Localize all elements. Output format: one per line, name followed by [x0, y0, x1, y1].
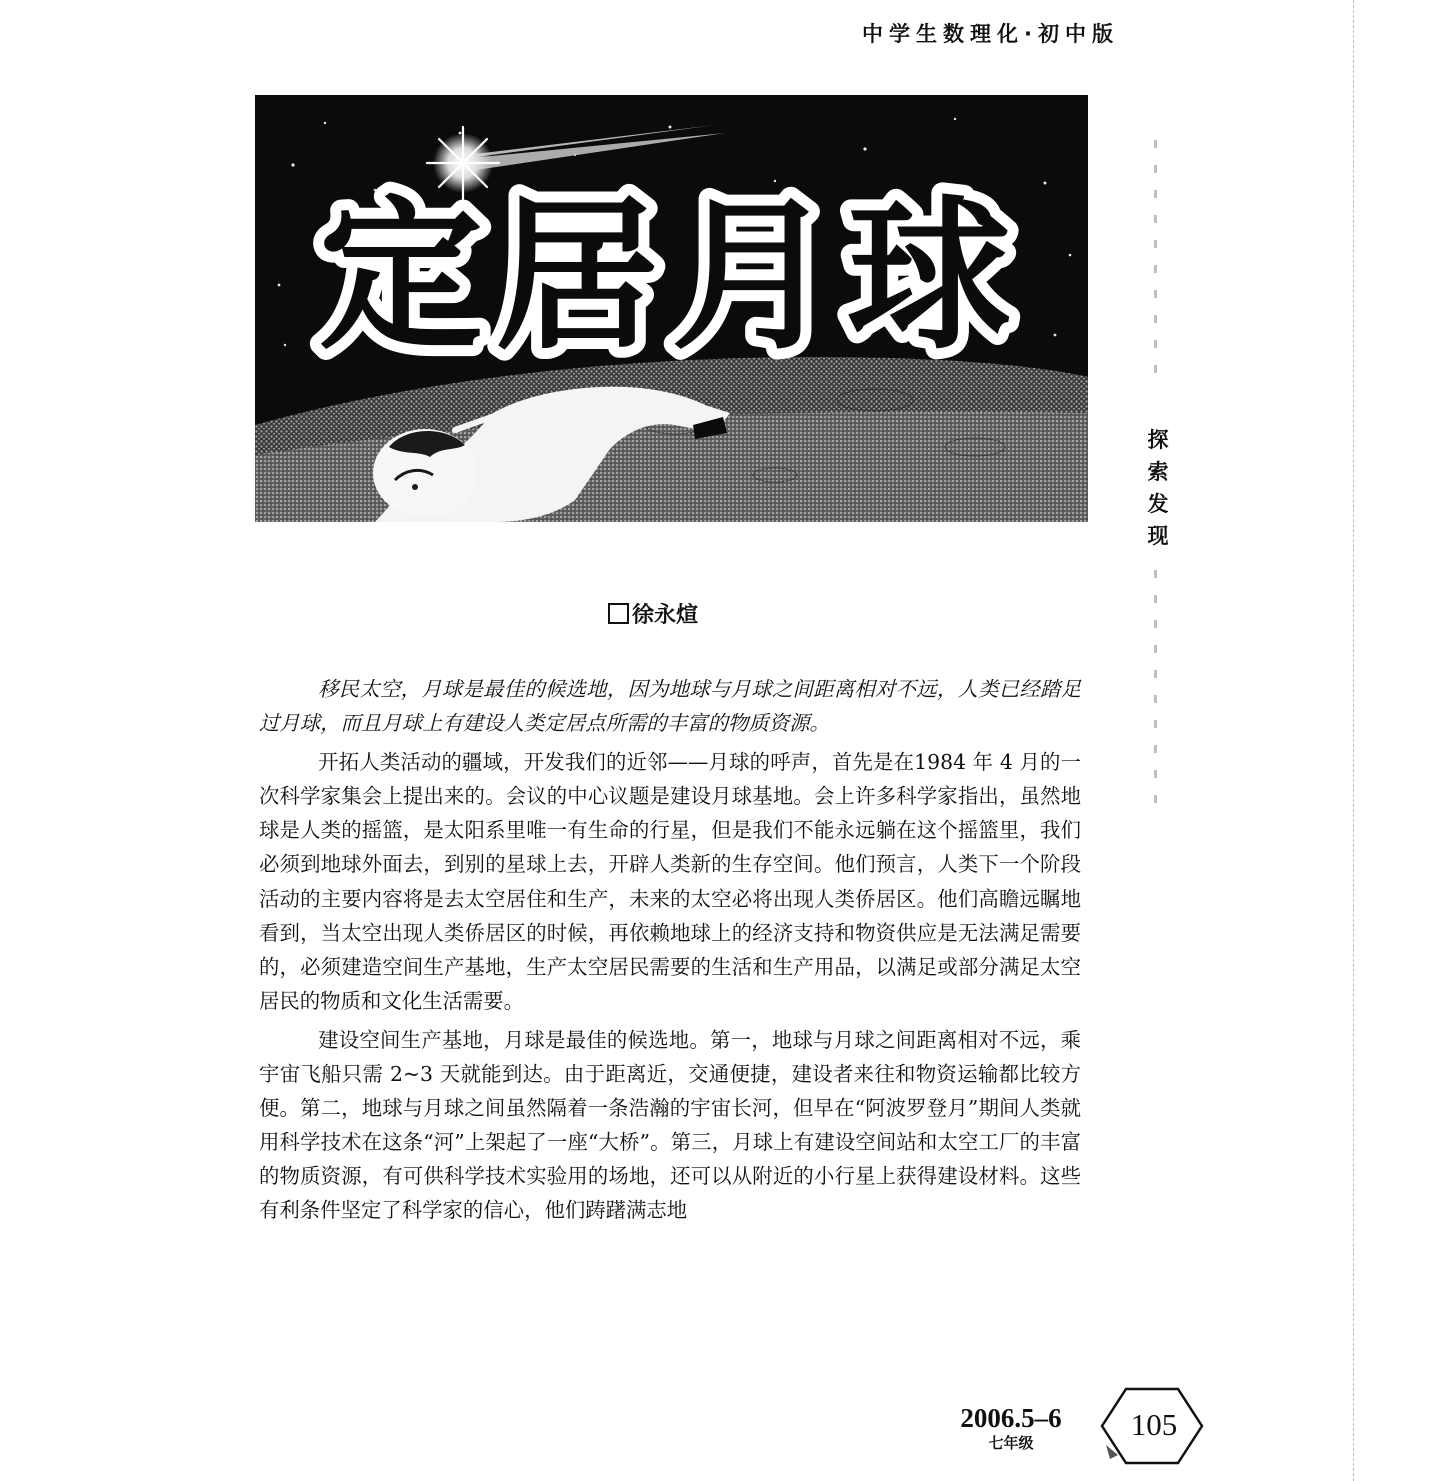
page-number: 105	[1130, 1407, 1178, 1442]
issue-info	[950, 1403, 1072, 1453]
article-paragraph: 移民太空，月球是最佳的候选地，因为地球与月球之间距离相对不远，人类已经踏足过月球，而且月球上有建设人类定居点所需的丰富的物质资源。	[259, 677, 1081, 736]
page-edge-line	[1353, 0, 1355, 1481]
article-paragraph: 开拓人类活动的疆域，开发我们的近邻——月球的呼声，首先是在1984 年 4 月的一次科学家集会上提出来的。会议的中心议题是建设月球基地。会上许多科学家指出，虽然地球是人类的摇篮，是太阳系里唯一有生命的行星，但是我们不能永远躺在这个摇篮里，我们必须到地球外面去，到别的星球上去，开辟人类新的生存空间。他们预言，人类下一个阶段活动的主要内容将是去太空居住和生产，未来的太空必将出现人类侨居区。他们高瞻远瞩地看到，当太空出现人类侨居区的时候，再依赖地球上的经济支持和物资供应是无法满足需要的，必须建造空间生产基地，生产太空居民需要的生活和生产用品，以满足或部分满足太空居民的物质和文化生活需要。	[259, 750, 1081, 1013]
issue-date: 2006.5–6	[960, 1403, 1062, 1433]
banner-title: 定居月球	[318, 181, 1024, 372]
section-tab	[1143, 424, 1173, 552]
article-body	[259, 672, 1081, 1233]
section-tab-char: 索	[1147, 460, 1169, 484]
grade-label: 七年级	[988, 1434, 1034, 1452]
title-banner	[255, 95, 1088, 522]
journal-title: 中学生数理化·初中版	[862, 22, 1119, 46]
author-name: 徐永煊	[632, 603, 699, 628]
side-decoration-top	[1148, 140, 1162, 390]
square-icon	[608, 603, 629, 624]
author-byline	[608, 598, 698, 629]
section-tab-char: 探	[1147, 428, 1169, 452]
page-number-badge	[1096, 1385, 1208, 1467]
side-decoration-bottom	[1148, 570, 1162, 820]
section-tab-char: 发	[1147, 492, 1169, 516]
article-paragraph: 建设空间生产基地，月球是最佳的候选地。第一，地球与月球之间距离相对不远，乘宇宙飞船只需 2~3 天就能到达。由于距离近，交通便捷，建设者来往和物资运输都比较方便。第二，地球与月球之间虽然隔着一条浩瀚的宇宙长河，但早在“阿波罗登月”期间人类就用科学技术在这条“河”上架起了一座“大桥”。第三，月球上有建设空间站和太空工厂的丰富的物质资源，有可供科学技术实验用的场地，还可以从附近的小行星上获得建设材料。这些有利条件坚定了科学家的信心，他们踌躇满志地	[259, 1027, 1081, 1223]
section-tab-char: 现	[1147, 524, 1169, 548]
banner-illustration	[255, 95, 1088, 522]
